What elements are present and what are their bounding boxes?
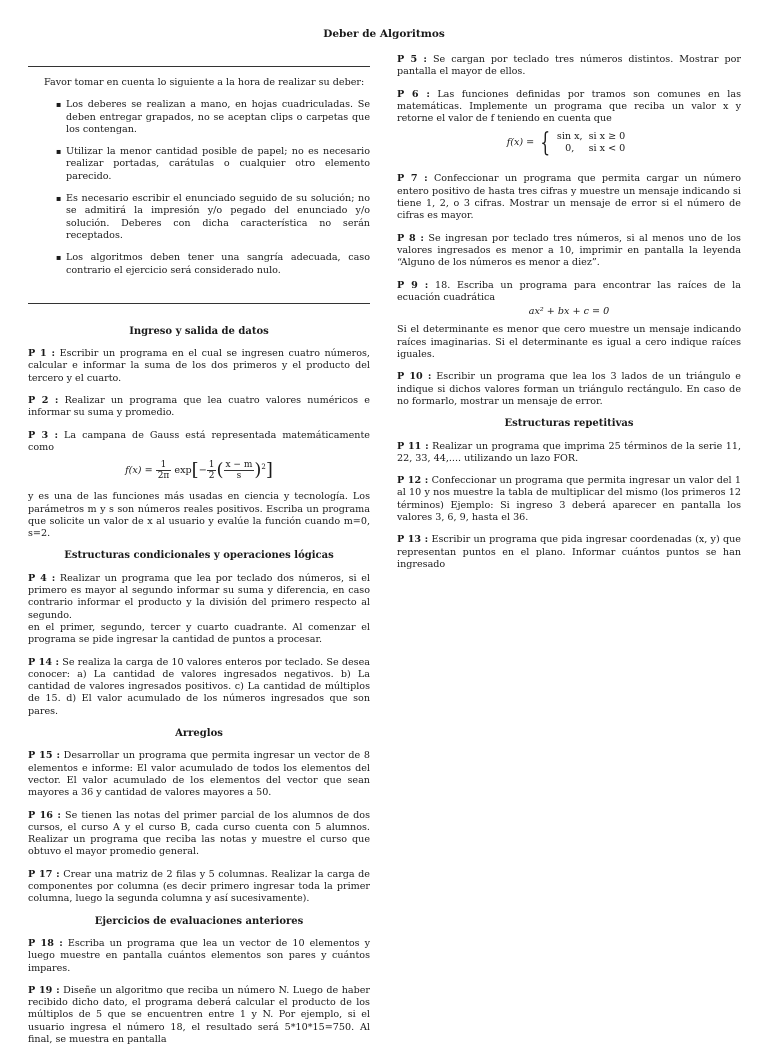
notice-box xyxy=(28,67,370,297)
problem-label: P 6 : xyxy=(397,88,430,100)
gauss-equation: f(x) = $\frac{1}{2\pi}$ exp[− $\frac{1}{2}$ ( $\frac{x - m}{s}$ )$^2$] xyxy=(125,459,273,482)
section-heading-arrays: Arreglos xyxy=(175,728,223,740)
problem-text: Las funciones definidas por tramos son comunes en las matemáticas. Implemente un programa que reciba un valor x y retorne el valor de f teniendo en cuenta que xyxy=(397,88,741,125)
problem-19 xyxy=(28,985,370,1046)
problem-label: P 5 : xyxy=(397,54,427,65)
section-heading-input-output: Ingreso y salida de datos xyxy=(129,325,269,337)
problem-11 xyxy=(397,441,741,466)
problem-13-continuation: en el primer, segundo, tercer y cuarto cuadrante. Al comenzar el programa se pide ingresar la cantidad de puntos a procesar. xyxy=(28,622,370,646)
notice-list xyxy=(44,99,370,277)
fraction: $\frac{1}{2}$ xyxy=(208,460,215,482)
problem-label: P 19 : xyxy=(28,984,60,996)
exp-function: exp xyxy=(174,465,192,477)
problem-text: Confeccionar un programa que permita cargar un número entero positivo de hasta tres cifras y muestre un mensaje indicando si tiene 1, 2, o 3 cifras. Mostrar un mensaje de error si el número de cifras es mayor. xyxy=(397,173,741,222)
problem-3 xyxy=(28,430,370,455)
cases xyxy=(557,131,631,155)
problem-9 xyxy=(397,280,741,305)
problem-text: Se realiza la carga de 10 valores enteros por teclado. Se desea conocer: a) La cantidad de valores ingresados negativos. b) La cantidad de valores ingresados positivos. c) La cantidad de múltiplos de 15. d) El valor acumulado de los números ingresados que son pares. xyxy=(28,656,370,717)
section-heading-loops: Estructuras repetitivas xyxy=(504,418,634,430)
exponent: 2 xyxy=(261,463,266,472)
problem-text: Escribir un programa que lea los 3 lados de un triángulo e indique si dichos valores forman un triángulo rectángulo. En caso de no formarlo, mostrar un mensaje de error. xyxy=(397,371,741,407)
problem-4 xyxy=(28,573,370,622)
problem-text: Se ingresan por teclado tres números, si al menos uno de los valores ingresados es menor a 10, imprimir en pantalla la leyenda “Alguno de los números es menor a diez”. xyxy=(397,232,741,269)
problem-label: P 12 : xyxy=(397,475,429,487)
problem-6 xyxy=(397,89,741,126)
problem-label: P 7 : xyxy=(397,173,428,185)
problem-7 xyxy=(397,173,741,222)
piecewise-equation xyxy=(397,128,741,159)
notice-item: ▪ Los algoritmos deben tener una sangría adecuada, caso contrario el ejercicio será considerado nulo. xyxy=(56,252,370,277)
notice-item: ▪ Los deberes se realizan a mano, en hojas cuadriculadas. Se deben entregar grapados, no se aceptan clips o carpetas que los contengan. xyxy=(56,99,370,136)
problem-label: P 15 : xyxy=(28,750,60,762)
problem-2 xyxy=(28,395,370,420)
problem-5 xyxy=(397,54,741,79)
problem-9-continuation: Si el determinante es menor que cero muestre un mensaje indicando raíces imaginarias. Si el determinante es igual a cero indique raíces iguales. xyxy=(397,324,741,361)
case-condition: si x ≥ 0 xyxy=(588,131,626,143)
problem-text: Crear una matriz de 2 filas y 5 columnas. Realizar la carga de componentes por columna (es decir primero ingresar toda la primer columna, luego la segunda columna y así sucesivamente). xyxy=(28,868,370,905)
problem-text: Realizar un programa que imprima 25 términos de la serie 11, 22, 33, 44,.... utilizando un lazo FOR. xyxy=(397,440,742,464)
problem-text: Confeccionar un programa que permita ingresar un valor del 1 al 10 y nos muestre la tabla de multiplicar del mismo (los primeros 12 términos) Ejemplo: Si ingreso 3 deberá aparecer en pantalla los valores 3, 6, 9, hasta el 36. xyxy=(397,475,741,524)
problem-label: P 16 : xyxy=(28,809,61,821)
problem-14 xyxy=(28,657,370,718)
left-brace-icon: { xyxy=(540,128,551,159)
fraction: $\frac{x - m}{s}$ xyxy=(225,460,253,482)
case-value: sin x, xyxy=(556,131,583,143)
problem-text: Realizar un programa que lea cuatro valores numéricos e informar su suma y promedio. xyxy=(28,395,370,419)
problem-text: Escriba un programa que lea un vector de 10 elementos y luego muestre en pantalla cuántos elementos son pares y cuántos impares. xyxy=(28,937,370,974)
problem-text: Diseñe un algoritmo que reciba un número N. Luego de haber recibido dicho dato, el programa deberá calcular el producto de los múltiplos de 5 que se encuentren entre 1 y N. Por ejemplo, si el usuario ingresa el número 18, el resultado será 5*10*15=750. Al final, se muestra en pantalla xyxy=(28,984,371,1046)
problem-label: P 17 : xyxy=(28,868,60,880)
second-page-column xyxy=(28,622,370,1056)
problem-text: Desarrollar un programa que permita ingresar un vector de 8 elementos e informe: El valor acumulado de todos los elementos del vector. El valor acumulado de los elementos del vector que sean mayores a 36 y cantidad de valores mayores a 50. xyxy=(28,750,370,799)
notice-item: ▪ Es necesario escribir el enunciado seguido de su solución; no se admitirá la impresión y/o pegado del enunciado y/o solución. Deberes con dicha característica no serán receptados. xyxy=(56,193,370,242)
case-condition: si x < 0 xyxy=(588,143,626,155)
problem-16 xyxy=(28,810,370,859)
problem-label: P 9 : xyxy=(397,279,429,291)
problem-text: Se tienen las notas del primer parcial de los alumnos de dos cursos, el curso A y el curso B, cada curso cuenta con 5 alumnos. Realizar un programa que reciba las notas y muestre el curso que obtuvo el mayor promedio general. xyxy=(28,809,370,858)
document-title: Deber de Algoritmos xyxy=(323,28,445,40)
problem-8 xyxy=(397,233,741,270)
problem-label: P 10 : xyxy=(397,371,432,383)
problem-13 xyxy=(397,534,741,571)
problem-text: La campana de Gauss está representada matemáticamente como xyxy=(28,429,370,453)
problem-label: P 11 : xyxy=(397,440,429,452)
right-column xyxy=(397,54,741,581)
problem-label: P 3 : xyxy=(28,429,59,441)
fraction: $\frac{1}{2\pi}$ xyxy=(157,460,170,482)
problem-text: 18. Escriba un programa para encontrar las raíces de la ecuación cuadrática xyxy=(397,279,741,303)
problem-label: P 8 : xyxy=(397,232,424,244)
problem-12 xyxy=(397,475,741,524)
problem-label: P 1 : xyxy=(28,348,56,360)
problem-17 xyxy=(28,869,370,906)
problem-label: P 4 : xyxy=(28,572,56,584)
problem-18 xyxy=(28,938,370,975)
notice-bottom-rule xyxy=(28,303,370,304)
problem-10 xyxy=(397,371,741,408)
equation-lhs: f(x) = xyxy=(506,137,535,149)
problem-text: Realizar un programa que lea por teclado dos números, si el primero es mayor al segundo informar su suma y diferencia, en caso contrario informar el producto y la división del primero respecto al segundo. xyxy=(28,572,370,621)
problem-1 xyxy=(28,348,370,385)
notice-item: ▪ Utilizar la menor cantidad posible de papel; no es necesario realizar portadas, carátulas o cualquier otro elemento parecido. xyxy=(56,146,370,183)
quadratic-equation: ax² + bx + c = 0 xyxy=(528,306,610,318)
problem-15 xyxy=(28,750,370,799)
equation-lhs: f(x) = xyxy=(125,465,153,477)
problem-label: P 18 : xyxy=(28,937,63,949)
problem-text: Escribir un programa que pida ingresar coordenadas (x, y) que representan puntos en el plano. Informar cuántos puntos se han ingresado xyxy=(397,534,741,570)
problem-3-continuation: y es una de las funciones más usadas en ciencia y tecnología. Los parámetros m y s son números reales positivos. Escriba un programa que solicite un valor de x al usuario y evalúe la función cuando m=0, s=2. xyxy=(28,491,370,540)
problem-text: Escribir un programa en el cual se ingresen cuatro números, calcular e informar la suma de los dos primeros y el producto del tercero y el cuarto. xyxy=(28,348,370,384)
section-heading-past-exams: Ejercicios de evaluaciones anteriores xyxy=(94,915,304,927)
case-value: 0, xyxy=(565,143,575,155)
problem-label: P 13 : xyxy=(397,534,429,546)
left-column xyxy=(28,66,370,632)
notice-intro: Favor tomar en cuenta lo siguiente a la hora de realizar su deber: xyxy=(44,77,365,88)
problem-label: P 2 : xyxy=(28,395,59,407)
problem-text: Se cargan por teclado tres números distintos. Mostrar por pantalla el mayor de ellos. xyxy=(397,54,741,78)
section-heading-conditionals: Estructuras condicionales y operaciones lógicas xyxy=(64,550,334,562)
problem-label: P 14 : xyxy=(28,656,60,668)
